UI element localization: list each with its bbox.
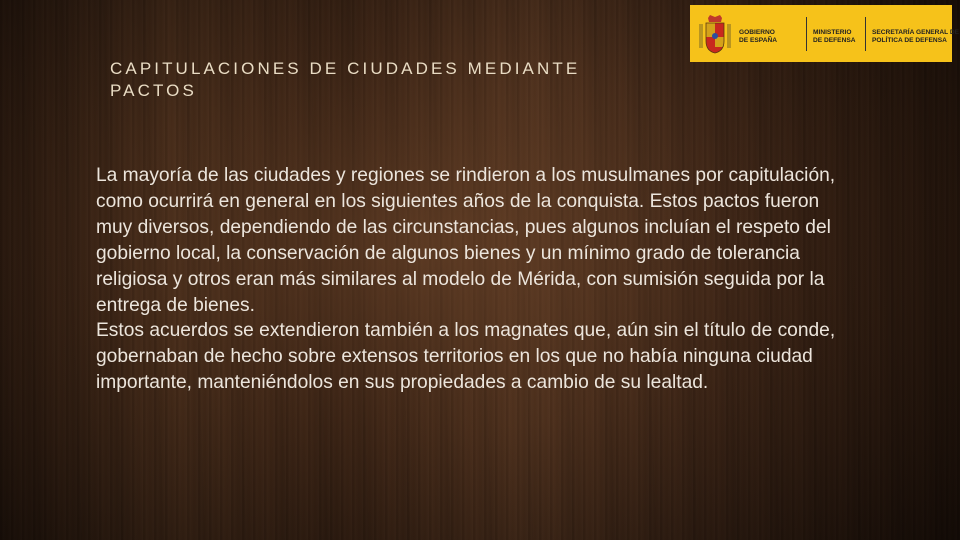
logo-divider	[806, 17, 807, 51]
body-paragraph: Estos acuerdos se extendieron también a los magnates que, aún sin el título de conde, gobernaban de hecho sobre extensos territorios en los que no había ninguna ciudad importante, manteniéndolos en sus propiedades a cambio de su lealtad.	[96, 320, 836, 394]
logo-text-government: GOBIERNO DE ESPAÑA	[739, 29, 777, 44]
logo-text-secretariat: SECRETARÍA GENERAL DE POLÍTICA DE DEFENSA	[872, 29, 960, 44]
government-logo	[690, 5, 960, 62]
slide-title-line: PACTOS	[110, 81, 197, 100]
logo-text-ministry: MINISTERIO DE DEFENSA	[813, 29, 856, 44]
slide-body	[91, 163, 851, 396]
body-paragraph: La mayoría de las ciudades y regiones se rindieron a los musulmanes por capitulación, como ocurrirá en general en los siguientes años de la conquista. Estos pactos fueron muy diversos, dependiendo de las circunstancias, pues algunos incluían el respeto del gobierno local, la conservación de algunos bienes y un mínimo grado de tolerancia religiosa y otros eran más similares al modelo de Mérida, con sumisión seguida por la entrega de bienes.	[96, 165, 836, 316]
coat-of-arms-icon	[698, 14, 732, 54]
slide-title	[110, 58, 670, 102]
slide-title-line: CAPITULACIONES DE CIUDADES MEDIANTE	[110, 59, 581, 78]
logo-divider	[865, 17, 866, 51]
